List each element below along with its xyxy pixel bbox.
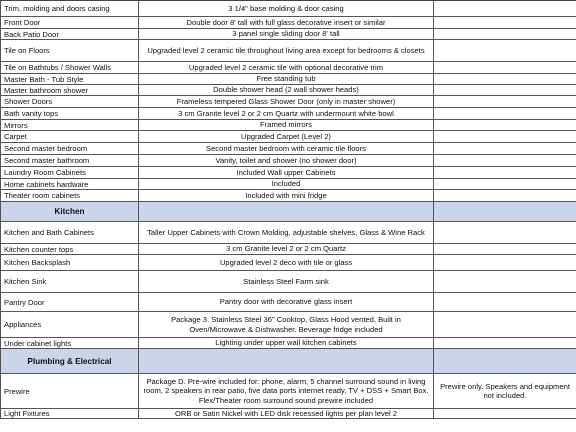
table-row	[0, 222, 576, 244]
item-note	[434, 179, 576, 189]
item-label	[0, 120, 139, 130]
item-description: Vanity, toilet and shower (no shower door)	[139, 155, 434, 166]
item-note	[434, 62, 576, 73]
item-description: Free standing tub	[139, 74, 434, 84]
table-row	[0, 62, 576, 74]
table-row	[0, 338, 576, 349]
item-note	[434, 17, 576, 28]
item-description: Framed mirrors	[139, 120, 434, 130]
item-note	[434, 85, 576, 95]
item-description: Pantry door with decorative glass insert	[139, 293, 434, 311]
item-label-text: Master bathroom shower	[4, 85, 88, 95]
section-header-kitchen	[0, 202, 576, 222]
item-label-text: Kitchen counter tops	[4, 244, 74, 254]
table-row	[0, 40, 576, 62]
table-row	[0, 190, 576, 202]
item-note	[434, 312, 576, 337]
item-description: Included	[139, 179, 434, 189]
item-label	[0, 271, 139, 292]
item-description: Upgraded level 2 ceramic tile throughout living area except for bedrooms & closets	[139, 40, 434, 61]
item-note	[434, 167, 576, 178]
item-label-text: Appliances	[4, 320, 42, 329]
table-row	[0, 74, 576, 85]
item-label-text: Plumbing & Electrical	[27, 356, 112, 366]
item-label-text: Prewire	[4, 386, 30, 396]
table-row	[0, 108, 576, 120]
item-label	[0, 40, 139, 61]
item-label	[0, 222, 139, 243]
item-description: Taller Upper Cabinets with Crown Molding, adjustable shelves, Glass & Wine Rack	[139, 222, 434, 243]
item-label	[0, 131, 139, 142]
item-label	[0, 338, 139, 348]
item-label	[0, 244, 139, 254]
item-label	[0, 62, 139, 73]
item-description: 3 panel single sliding door 8' tall	[139, 29, 434, 39]
table-row	[0, 312, 576, 338]
item-note	[434, 222, 576, 243]
item-label	[0, 293, 139, 311]
table-row	[0, 120, 576, 131]
item-note	[434, 1, 576, 16]
item-label-text: Kitchen Backsplash	[4, 258, 71, 267]
item-description: 3 cm Granite level 2 or 2 cm Quartz with undermount white bowl	[139, 108, 434, 119]
item-note	[434, 29, 576, 39]
item-description: 3 cm Granite level 2 or 2 cm Quartz	[139, 244, 434, 254]
table-row	[0, 409, 576, 419]
item-label	[0, 255, 139, 270]
item-label	[0, 312, 139, 337]
item-note	[434, 349, 576, 373]
item-description	[139, 202, 434, 221]
item-description: Double shower head (2 wall shower heads)	[139, 85, 434, 95]
table-row	[0, 1, 576, 17]
item-label	[0, 155, 139, 166]
item-note	[434, 271, 576, 292]
item-note	[434, 338, 576, 348]
table-row	[0, 143, 576, 155]
item-note	[434, 155, 576, 166]
item-note	[434, 131, 576, 142]
section-header-plumbing-electrical	[0, 349, 576, 374]
table-row	[0, 85, 576, 96]
item-description: Frameless tempered Glass Shower Door (only in master shower)	[139, 96, 434, 107]
item-note	[434, 293, 576, 311]
item-label	[0, 29, 139, 39]
table-row	[0, 131, 576, 143]
item-description: Upgraded level 2 ceramic tile with optional decorative trim	[139, 62, 434, 73]
item-note	[434, 120, 576, 130]
table-row	[0, 179, 576, 190]
item-note	[434, 96, 576, 107]
item-label	[0, 167, 139, 178]
item-label-text: Kitchen	[54, 207, 85, 216]
item-note	[434, 108, 576, 119]
table-row	[0, 29, 576, 40]
item-description: Second master bedroom with ceramic tile floors	[139, 143, 434, 154]
item-label-text: Light Fixtures	[4, 409, 50, 418]
item-description: Package 3. Stainless Steel 36" Cooktop, Glass Hood vented, Built in Oven/Microwave & Dishwasher. Beverage fridge included	[139, 312, 434, 337]
item-description: Double door 8' tall with full glass decorative insert or similar	[139, 17, 434, 28]
item-label-text: Tile on Bathtubs / Shower Walls	[4, 63, 112, 72]
item-description: Included with mini fridge	[139, 190, 434, 201]
item-description: Lighting under upper wall kitchen cabinets	[139, 338, 434, 348]
item-label	[0, 96, 139, 107]
table-row	[0, 96, 576, 108]
item-label-text: Master Bath - Tub Style	[4, 74, 84, 84]
item-label-text: Front Door	[4, 18, 41, 27]
item-description: Upgraded Carpet (Level 2)	[139, 131, 434, 142]
item-label-text: Second master bedroom	[4, 144, 88, 153]
item-label-text: Bath vanity tops	[4, 109, 59, 118]
item-label-text: Trim, molding and doors casing	[4, 4, 110, 13]
item-label-text: Kitchen and Bath Cabinets	[4, 228, 94, 237]
item-label-text: Under cabinet lights	[4, 338, 72, 348]
item-note: Prewire only. Speakers and equipment not included.	[440, 381, 570, 400]
item-label	[0, 108, 139, 119]
item-label	[0, 179, 139, 189]
item-note	[434, 190, 576, 201]
section-title	[0, 202, 139, 221]
item-description: 3 1/4" base molding & door casing	[139, 1, 434, 16]
item-label	[0, 85, 139, 95]
item-note	[434, 40, 576, 61]
item-label-text: Pantry Door	[4, 297, 45, 307]
item-note	[434, 409, 576, 418]
item-note	[434, 143, 576, 154]
item-label	[0, 190, 139, 201]
item-description: Package D. Pre-wire included for: phone, alarm, 5 channel surround sound in living room, 2 speakers in rear patio, five data ports internet ready, TV + DSS + Smart Box. Flex/Theater room surround sound prewire included	[139, 374, 434, 408]
item-label	[0, 409, 139, 418]
item-description: ORB or Satin Nickel with LED disk recessed lights per plan level 2	[139, 409, 434, 418]
item-label-text: Home cabinets hardware	[4, 179, 89, 189]
item-note	[434, 244, 576, 254]
item-label	[0, 374, 139, 408]
item-description	[139, 349, 434, 373]
item-description: Upgraded level 2 deco with tile or glass	[139, 255, 434, 270]
item-label-text: Theater room cabinets	[4, 191, 80, 200]
item-label-text: Second master bathroom	[4, 156, 90, 165]
section-title	[0, 349, 139, 373]
item-label-text: Carpet	[4, 132, 27, 141]
item-note	[434, 74, 576, 84]
item-note	[434, 255, 576, 270]
item-label-text: Shower Doors	[4, 97, 53, 106]
item-label	[0, 17, 139, 28]
table-row	[0, 255, 576, 271]
table-row	[0, 293, 576, 312]
item-label-text: Tile on Floors	[4, 46, 50, 55]
item-label	[0, 74, 139, 84]
table-row	[0, 244, 576, 255]
table-row	[0, 374, 576, 409]
item-label-text: Kitchen Sink	[4, 277, 47, 286]
item-label	[0, 1, 139, 16]
table-row	[0, 271, 576, 293]
item-note	[434, 202, 576, 221]
item-label-text: Laundry Room Cabinets	[4, 168, 86, 177]
item-label-text: Back Patio Door	[4, 29, 59, 39]
table-row	[0, 155, 576, 167]
item-description: Included Wall upper Cabinets	[139, 167, 434, 178]
table-row	[0, 17, 576, 29]
item-label	[0, 143, 139, 154]
item-label-text: Mirrors	[4, 120, 28, 130]
item-description: Stainless Steel Farm sink	[139, 271, 434, 292]
table-row	[0, 167, 576, 179]
